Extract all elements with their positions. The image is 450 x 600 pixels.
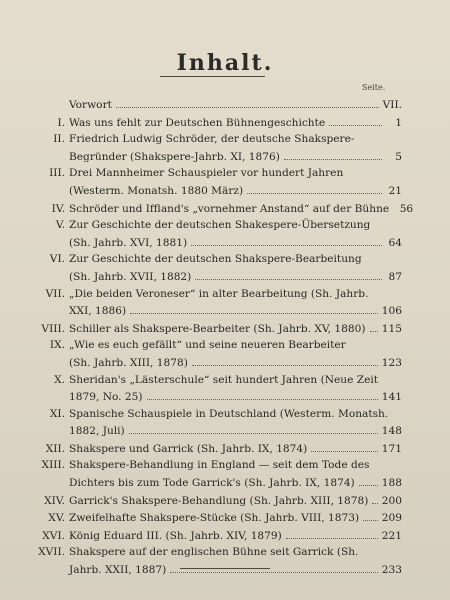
toc-entry (36, 114, 402, 132)
dot-leader (130, 302, 378, 314)
toc-entry (36, 509, 402, 527)
toc-entry (36, 165, 402, 199)
toc-entry-continuation-line (36, 182, 402, 200)
toc-entry (36, 200, 414, 218)
toc-entry-text: Jahrb. XXII, 1887) (69, 564, 167, 577)
toc-entry (36, 131, 402, 165)
toc-entry-text: (Sh. Jahrb. XIII, 1878) (69, 356, 188, 369)
toc-entry-first-line (36, 544, 402, 561)
dot-leader (359, 474, 378, 486)
toc-entry-continuation-line (36, 388, 402, 406)
toc-entry-first-line (36, 320, 402, 338)
toc-entry-first-line (36, 251, 402, 268)
toc-entry-first-line (36, 457, 402, 474)
toc-entry-page-number: 106 (381, 305, 402, 318)
toc-entry-text: „Wie es euch gefällt“ und seine neueren Bearbeiter (69, 339, 346, 352)
toc-entry-text: „Die beiden Veroneser“ in alter Bearbeitung (Sh. Jahrb. (69, 287, 369, 300)
toc-entry-number: IX. (49, 339, 65, 352)
toc-entry-text: 1879, No. 25) (69, 391, 143, 404)
toc-entry (36, 372, 402, 406)
toc-entry-first-line (36, 527, 402, 545)
toc-entry-text: Friedrich Ludwig Schröder, der deutsche Shakspere- (69, 133, 355, 146)
toc-entry-first-line (36, 217, 402, 234)
dot-leader (311, 440, 377, 452)
toc-entry-first-line (36, 131, 402, 148)
title-rule (160, 76, 265, 77)
toc-entry-page-number: 56 (399, 202, 414, 215)
dot-leader (372, 492, 377, 504)
toc-entry (36, 251, 402, 285)
toc-entry-text: Vorwort (69, 99, 112, 111)
toc-entry-first-line (36, 286, 402, 303)
toc-entry-number: III. (49, 167, 65, 180)
toc-entry-first-line (36, 509, 402, 527)
toc-entry-continuation-line (36, 148, 402, 166)
bottom-rule (180, 568, 270, 569)
toc-entry-text: (Sh. Jahrb. XVI, 1881) (69, 236, 188, 249)
toc-entry-page-number: 209 (381, 512, 402, 525)
toc-entry-number: XVI. (42, 529, 65, 542)
toc-entry-continuation-line (36, 234, 402, 252)
dot-leader (147, 388, 378, 400)
toc-entry-page-number: 1 (395, 116, 402, 129)
toc-entry-number: X. (54, 373, 65, 386)
toc-entry-first-line (36, 114, 402, 132)
dot-leader (284, 148, 382, 160)
toc-entry-number: V. (55, 219, 65, 232)
toc-entry-text: Schröder und Iffland's „vornehmer Anstand“ auf der Bühne (69, 202, 390, 215)
toc-entry-text: (Sh. Jahrb. XVII, 1882) (69, 270, 192, 283)
toc-entry-page-number: 148 (381, 425, 402, 438)
toc-entry (36, 286, 402, 320)
toc-entry-number: IV. (51, 202, 65, 215)
toc-entry-number: VII. (45, 287, 65, 300)
toc-entry-continuation-line (36, 268, 402, 286)
toc-entry (36, 96, 402, 114)
toc-entry-number: XIII. (41, 459, 65, 472)
dot-leader (129, 422, 378, 434)
dot-leader (191, 234, 382, 246)
toc-entry (36, 406, 402, 440)
toc-entry-continuation-line (36, 354, 402, 372)
toc-entry-text: Shakspere-Behandlung in England — seit dem Tode des (69, 459, 370, 472)
toc-entry-page-number: 171 (381, 442, 402, 455)
toc-entry (36, 457, 402, 491)
toc-entry-number: XII. (45, 442, 65, 455)
toc-entry-text: Shakspere und Garrick (Sh. Jahrb. IX, 1874) (69, 442, 308, 455)
toc-entry-text: Begründer (Shakspere-Jahrb. XI, 1876) (69, 150, 280, 163)
page-column-label: Seite. (362, 83, 386, 92)
toc-entry-page-number: 115 (381, 322, 402, 335)
toc-entry-page-number: 5 (395, 150, 402, 163)
dot-leader (370, 320, 378, 332)
toc-entry-text: Garrick's Shakspere-Behandlung (Sh. Jahrb. XIII, 1878) (69, 494, 369, 507)
toc-entry-number: II. (53, 133, 65, 146)
dot-leader (116, 96, 379, 108)
dot-leader (247, 182, 382, 194)
toc-entry-first-line (36, 440, 402, 458)
toc-entry-page-number: 21 (388, 184, 402, 197)
toc-entry-page-number: 221 (381, 529, 402, 542)
table-of-contents (36, 96, 414, 579)
toc-entry-continuation-line (36, 474, 402, 492)
toc-entry-text: Schiller als Shakspere-Bearbeiter (Sh. Jahrb. XV, 1880) (69, 322, 366, 335)
toc-entry (36, 217, 402, 251)
toc-entry-text: (Westerm. Monatsh. 1880 März) (69, 184, 244, 197)
toc-entry-text: König Eduard III. (Sh. Jahrb. XIV, 1879) (69, 529, 282, 542)
toc-entry-text: Drei Mannheimer Schauspieler vor hundert Jahren (69, 167, 344, 180)
toc-entry-text: Zweifelhafte Shakspere-Stücke (Sh. Jahrb. VIII, 1873) (69, 512, 360, 525)
toc-entry-text: Shakspere auf der englischen Bühne seit Garrick (Sh. (69, 546, 359, 559)
dot-leader (286, 527, 378, 539)
toc-entry-first-line (36, 492, 402, 510)
toc-entry (36, 337, 402, 371)
toc-entry-page-number: 233 (381, 564, 402, 577)
toc-entry (36, 527, 402, 545)
toc-entry-first-line (36, 337, 402, 354)
dot-leader (363, 509, 378, 521)
toc-entry-number: VIII. (41, 322, 65, 335)
dot-leader (195, 268, 382, 280)
toc-entry-first-line (36, 165, 402, 182)
toc-entry-text: XXI, 1886) (69, 305, 127, 318)
toc-entry-continuation-line (36, 302, 402, 320)
toc-entry-number: I. (57, 116, 65, 129)
toc-entry-page-number: 87 (388, 270, 402, 283)
toc-entry-page-number: 141 (381, 391, 402, 404)
toc-entry-text: Dichters bis zum Tode Garrick's (Sh. Jahrb. IX, 1874) (69, 477, 355, 490)
toc-entry-text: Was uns fehlt zur Deutschen Bühnengeschichte (69, 116, 326, 129)
toc-entry-number: XVII. (38, 546, 65, 559)
toc-entry (36, 440, 402, 458)
toc-entry-page-number: 123 (381, 356, 402, 369)
toc-entry-page-number: 188 (381, 477, 402, 490)
dot-leader (192, 354, 378, 366)
toc-entry-number: XV. (48, 512, 65, 525)
toc-entry-first-line (36, 372, 402, 389)
toc-entry-page-number: VII. (382, 99, 402, 111)
toc-entry-text: Sheridan's „Lästerschule“ seit hundert Jahren (Neue Zeit (69, 373, 379, 386)
toc-entry-number: XIV. (44, 494, 65, 507)
toc-entry-number: VI. (49, 253, 65, 266)
toc-entry-first-line (36, 96, 402, 114)
toc-entry-text: 1882, Juli) (69, 425, 125, 438)
page-title: Inhalt. (176, 50, 274, 76)
toc-entry (36, 492, 402, 510)
toc-entry-text: Zur Geschichte der deutschen Shakespere-Übersetzung (69, 219, 371, 232)
toc-entry (36, 320, 402, 338)
toc-entry-continuation-line (36, 422, 402, 440)
toc-entry-number: XI. (49, 407, 65, 420)
toc-entry-page-number: 200 (381, 494, 402, 507)
toc-entry-first-line (36, 406, 402, 423)
toc-entry-page-number: 64 (388, 236, 402, 249)
toc-entry-text: Spanische Schauspiele in Deutschland (Westerm. Monatsh. (69, 407, 389, 420)
toc-entry-first-line (36, 200, 414, 218)
toc-entry-text: Zur Geschichte der deutschen Shakspere-Bearbeitung (69, 253, 362, 266)
toc-entry (36, 544, 402, 578)
toc-entry-continuation-line (36, 561, 402, 579)
dot-leader (329, 114, 382, 126)
